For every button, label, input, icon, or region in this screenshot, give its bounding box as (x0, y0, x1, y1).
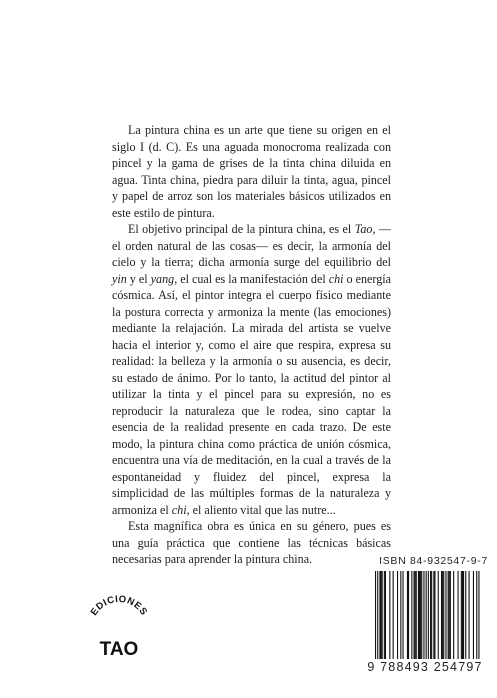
publisher-logo (80, 585, 158, 663)
barcode-bar (377, 571, 378, 667)
barcode-bar (462, 571, 463, 659)
barcode-bar (389, 571, 390, 659)
barcode-bar (414, 571, 415, 659)
barcode-bar (438, 571, 439, 659)
italic-term: yang (150, 271, 175, 286)
italic-term: yin (112, 271, 127, 286)
back-cover-text (112, 122, 391, 568)
barcode-bar (449, 571, 450, 659)
barcode-bar (448, 571, 449, 659)
text-segment: y el (126, 271, 151, 286)
italic-term: chi (171, 502, 187, 517)
logo-brand-text: TAO (99, 639, 139, 660)
barcode (361, 571, 489, 679)
barcode-bar (416, 571, 417, 659)
barcode-bar (465, 571, 466, 659)
barcode-bar (428, 571, 429, 667)
barcode-bar (441, 571, 442, 659)
paragraph (112, 122, 391, 221)
text-segment: Esta magnífica obra es única en su género, pues es una guía práctica que contiene las técnicas básicas necesarias para aprender la pintura china. (112, 519, 391, 566)
barcode-bar (458, 571, 459, 659)
barcode-bar (423, 571, 424, 659)
barcode-bar (469, 571, 470, 659)
barcode-bar (431, 571, 432, 659)
barcode-bar (382, 571, 383, 659)
barcode-bar (453, 571, 454, 659)
barcode-bar (375, 571, 376, 667)
barcode-bar (379, 571, 380, 659)
barcode-bar (473, 571, 474, 659)
barcode-bar (415, 571, 416, 659)
barcode-bar (476, 571, 477, 667)
barcode-bar (463, 571, 464, 659)
barcode-bar (478, 571, 479, 667)
isbn-label: ISBN 84-932547-9-7 (379, 555, 488, 567)
barcode-bar (461, 571, 462, 659)
barcode-bar (445, 571, 446, 659)
text-segment: , —el orden natural de las cosas— es decir, la armonía del cielo y la tierra; dicha armonía surge del equilibrio del (112, 222, 391, 269)
barcode-bar (443, 571, 444, 659)
barcode-bar (450, 571, 451, 659)
italic-term: Tao (354, 222, 373, 236)
barcode-bar (419, 571, 420, 659)
text-segment: El objetivo principal de la pintura china, es el (128, 222, 355, 236)
logo-arc-text: EDICIONES (88, 593, 150, 618)
barcode-bar (397, 571, 398, 659)
publisher-logo-graphic (80, 585, 158, 663)
barcode-bars (361, 571, 489, 669)
barcode-bar (442, 571, 443, 659)
barcode-bar (430, 571, 431, 659)
text-segment: , el aliento vital que las nutre... (186, 502, 336, 517)
barcode-bar (400, 571, 401, 659)
text-segment: La pintura china es un arte que tiene su origen en el siglo I (d. C). Es una aguada monocroma realizada con pincel y la gama de grises de la tinta china diluida en agua. Tinta china, piedra para diluir la tinta, agua, pincel y papel de arroz son los materiales básicos utilizados en este estilo de pintura. (112, 123, 391, 220)
text-segment: , el cual es la manifestación del (174, 271, 329, 286)
barcode-digits: 9 788493 254797 (361, 659, 489, 675)
barcode-bar (408, 571, 409, 659)
barcode-bar (385, 571, 386, 659)
barcode-bar (411, 571, 412, 659)
barcode-bar (433, 571, 434, 659)
text-segment: o energía cósmica. Así, el pintor integra el cuerpo físico mediante la postura correcta y armoniza la mente (las emociones) mediante la relajación. La mirada del artista se vuelve hacia el interior y, como el aire que respira, expresa su realidad: la belleza y la armonía o su ausencia, es decir, su estado de ánimo. Por lo tanto, la actitud del pintor al utilizar la tinta y el pincel para su expresión, no es reproducir la naturaleza que le rodea, sino captar la esencia de la realidad presente en cada trazo. De este modo, la pintura china como práctica de unión cósmica, encuentra una vía de meditación, en la cual a través de la espontaneidad y fluidez del pincel, expresa la simplicidad de las múltiples formas de la naturaleza y armoniza el (112, 271, 391, 517)
barcode-bar (384, 571, 385, 659)
barcode-bar (381, 571, 382, 659)
barcode-bar (403, 571, 404, 659)
barcode-bar (426, 571, 427, 667)
barcode-bar (393, 571, 394, 659)
barcode-bar (434, 571, 435, 659)
paragraph (112, 221, 391, 518)
barcode-bar (407, 571, 408, 659)
barcode-bar (418, 571, 419, 659)
italic-term: chi (328, 271, 344, 286)
barcode-bar (421, 571, 422, 659)
barcode-bar (420, 571, 421, 659)
